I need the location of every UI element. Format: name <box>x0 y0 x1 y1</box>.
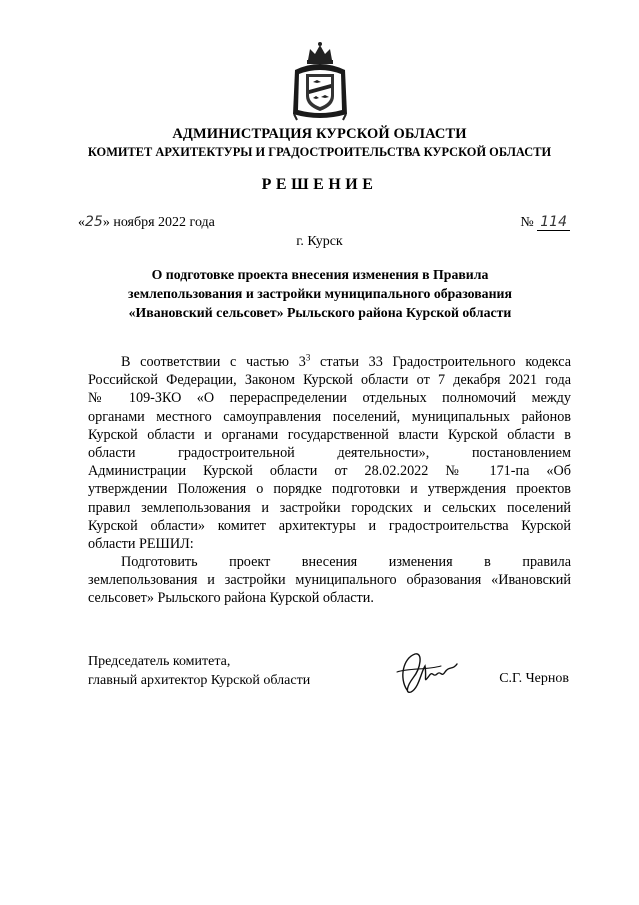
body-text: статьи 33 Градостроительного кодекса <box>310 354 571 370</box>
body-line: области РЕШИЛ: <box>88 535 194 552</box>
subject-line: «Ивановский сельсовет» Рыльского района Курской области <box>128 305 512 320</box>
coat-of-arms-icon <box>291 40 349 122</box>
body-line: области градостроительной деятельности», постановлением <box>88 444 571 461</box>
handwritten-signature-icon <box>393 648 461 698</box>
body-line: сельсовет» Рыльского района Курской области. <box>88 590 374 607</box>
body-line: Курской области и органами государственной власти Курской области в <box>88 426 571 443</box>
body-line: Российской Федерации, Законом Курской области от 7 декабря 2021 года <box>88 372 571 389</box>
body-line: Администрации Курской области от 28.02.2022 № 171-па «Об <box>88 463 571 480</box>
document-number <box>520 214 570 231</box>
subject-line: О подготовке проекта внесения изменения в Правила <box>151 267 489 282</box>
position-line: Председатель комитета, <box>88 654 231 669</box>
body-line: органами местного самоуправления поселений, муниципальных районов <box>88 408 571 425</box>
signatory-position <box>88 652 310 690</box>
date-day-handwritten: 25 <box>85 214 103 230</box>
position-line: главный архитектор Курской области <box>88 673 311 688</box>
date-month-year: » ноября 2022 года <box>102 215 215 230</box>
superscript: 3 <box>305 353 311 363</box>
subject-line: землепользования и застройки муниципального образования <box>128 286 512 301</box>
organization-title: АДМИНИСТРАЦИЯ КУРСКОЙ ОБЛАСТИ <box>172 126 467 142</box>
number-label: № <box>520 215 534 230</box>
committee-title: КОМИТЕТ АРХИТЕКТУРЫ И ГРАДОСТРОИТЕЛЬСТВА КУРСКОЙ ОБЛАСТИ <box>87 145 552 159</box>
document-date <box>78 214 215 231</box>
number-value-handwritten: 114 <box>537 214 570 231</box>
body-line: Подготовить проект внесения изменения в правила <box>121 554 571 571</box>
body-line: землепользования и застройки муниципального образования «Ивановский <box>88 572 571 589</box>
body-line: утверждении Положения о порядке подготовки и утверждения проектов <box>88 481 571 498</box>
body-text: В соответствии с частью 3 <box>121 354 306 370</box>
body-line <box>88 353 571 371</box>
document-body <box>88 353 571 608</box>
signatory-name: С.Г. Чернов <box>499 671 569 686</box>
document-place: г. Курск <box>296 234 343 249</box>
date-open-quote: « <box>78 215 85 230</box>
document-subject <box>80 265 560 322</box>
body-line: № 109-ЗКО «О перераспределении отдельных полномочий между <box>88 390 571 407</box>
document-type-title: РЕШЕНИЕ <box>261 176 378 193</box>
body-line: Курской области» комитет архитектуры и градостроительства Курской <box>88 517 571 534</box>
body-line: правил землепользования и застройки городских и сельских поселений <box>88 499 571 516</box>
